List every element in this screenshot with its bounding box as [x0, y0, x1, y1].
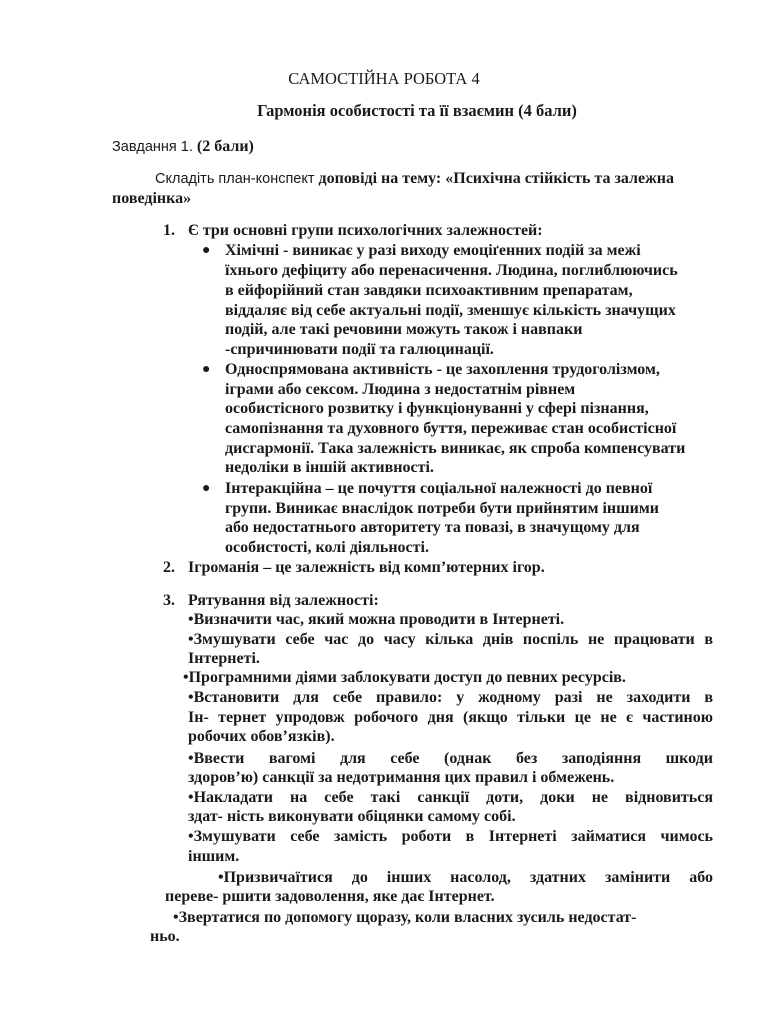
item-3-number: 3. — [163, 592, 175, 609]
item-1-bullet-1-line: віддаляє від себе актуальні події, зменшує кількість значущих — [225, 302, 676, 319]
item-1-number: 1. — [163, 222, 175, 239]
task-label: Завдання 1. — [112, 139, 193, 155]
item-3-line: •Накладати на себе такі санкції доти, доки не відновиться — [188, 789, 713, 806]
item-3-line: •Призвичаїтися до інших насолод, здатних замінити або — [218, 869, 713, 886]
item-3-line: робочих обов’язків). — [188, 728, 335, 745]
item-1-bullet-3-line: Інтеракційна – це почуття соціальної належності до певної — [225, 480, 653, 497]
item-3-line: •Програмними діями заблокувати доступ до певних ресурсів. — [183, 669, 626, 686]
task-intro-topic-cont: поведінка» — [112, 190, 192, 207]
task-points: (2 бали) — [196, 138, 254, 155]
item-3-line: •Ввести вагомі для себе (однак без заподіяння шкоди — [188, 750, 713, 767]
task-intro-plain: Складіть план-конспект — [155, 171, 315, 187]
item-1-bullet-1-line: подій, але такі речовини можуть також і навпаки — [225, 321, 583, 338]
task-heading — [112, 138, 254, 156]
item-1-bullet-3-line: групи. Виникає внаслідок потреби бути прийнятим іншими — [225, 500, 659, 517]
item-3-line: •Визначити час, який можна проводити в Інтернеті. — [188, 611, 565, 628]
page-subtitle: Гармонія особистості та її взаємин (4 бали) — [257, 101, 577, 120]
task-intro-topic: доповіді на тему: «Психічна стійкість та залежна — [318, 170, 674, 187]
item-1-bullet-1-line: Хімічні - виникає у разі виходу емоціґенних подій за межі — [225, 242, 641, 259]
item-1-bullet-2-line: недоліки в іншій активності. — [225, 459, 434, 476]
item-3-line: іншим. — [188, 848, 240, 865]
item-3-heading: Рятування від залежності: — [188, 592, 379, 609]
item-2-number: 2. — [163, 559, 175, 576]
item-1-bullet-2-line: дисгармонії. Така залежність виникає, як спроба компенсувати — [225, 440, 686, 457]
item-1-bullet-1-line: -спричинювати події та галюцинації. — [225, 341, 494, 358]
item-2-text: Ігроманія – це залежність від комп’ютерних ігор. — [188, 559, 545, 576]
item-3-line: •Звертатися по допомогу щоразу, коли власних зусиль недостат- — [173, 909, 637, 926]
bullet-icon: ● — [202, 481, 211, 496]
bullet-icon: ● — [202, 243, 211, 258]
item-1-heading: Є три основні групи психологічних залежностей: — [188, 222, 543, 239]
item-3-line: ньо. — [150, 928, 180, 945]
task-intro — [155, 170, 674, 188]
item-1-bullet-2-line: іграми або сексом. Людина з недостатнім рівнем — [225, 381, 576, 398]
page-title: САМОСТІЙНА РОБОТА 4 — [288, 69, 480, 88]
item-1-bullet-1-line: їхнього дефіциту або перенасичення. Людина, поглиблюючись — [225, 262, 678, 279]
item-1-bullet-3-line: особистості, колі діяльності. — [225, 539, 429, 556]
item-1-bullet-3-line: або недостатнього авторитету та повазі, в значущому для — [225, 519, 640, 536]
bullet-icon: ● — [202, 362, 211, 377]
item-1-bullet-2-line: особистісного розвитку і функціонуванні у сфері пізнання, — [225, 400, 649, 417]
item-3-line: здат- ність виконувати обіцянки самому собі. — [188, 808, 516, 825]
item-3-line: •Встановити для себе правило: у жодному разі не заходити в — [188, 689, 713, 706]
item-3-line: здоров’ю) санкції за недотримання цих правил і обмежень. — [188, 769, 615, 786]
item-1-bullet-2-line: Односпрямована активність - це захоплення трудоголізмом, — [225, 361, 660, 378]
item-3-line: Ін- тернет упродовж робочого дня (якщо тільки це не є частиною — [188, 709, 713, 726]
item-1-bullet-1-line: в ейфорійний стан завдяки психоактивним препаратам, — [225, 282, 633, 299]
item-3-line: •Змушувати себе замість роботи в Інтернеті займатися чимось — [188, 828, 713, 845]
item-3-line: Інтернеті. — [188, 650, 260, 667]
item-1-bullet-2-line: самопізнання та духовного буття, переживає стан особистісної — [225, 420, 677, 437]
item-3-line: переве- ршити задоволення, яке дає Інтернет. — [165, 888, 495, 905]
item-3-line: •Змушувати себе час до часу кілька днів поспіль не працювати в — [188, 631, 713, 648]
